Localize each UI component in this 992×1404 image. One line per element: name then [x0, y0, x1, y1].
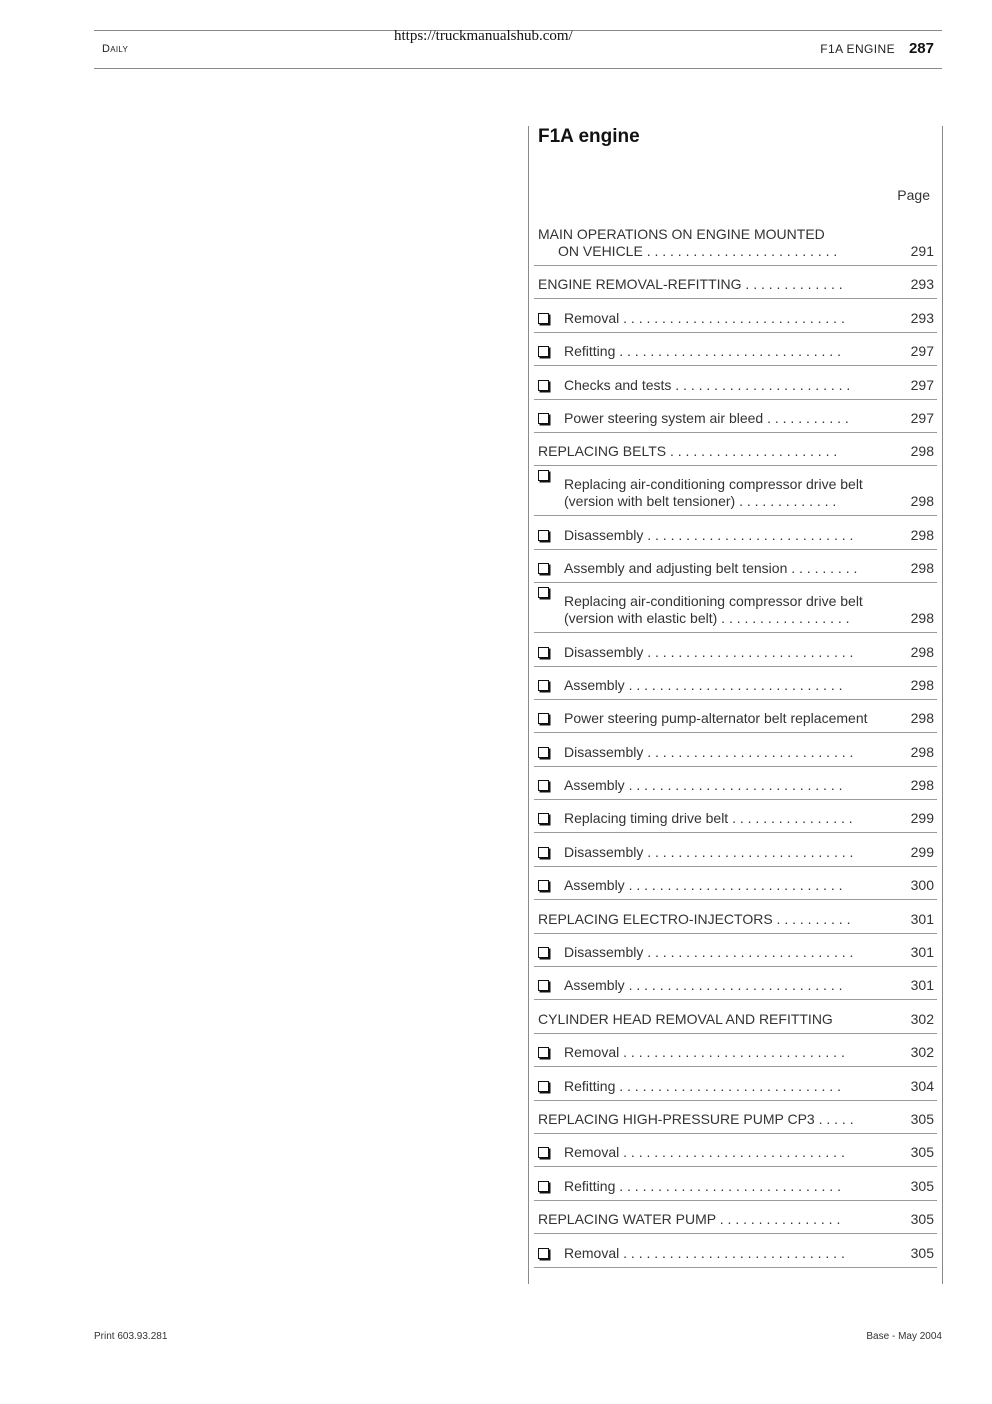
toc-entry-text: CYLINDER HEAD REMOVAL AND REFITTING: [538, 1010, 833, 1027]
toc-entry-text: Refitting . . . . . . . . . . . . . . . . . . . . . . . . . . . . .: [564, 1177, 841, 1194]
toc-entry-page: 298: [910, 610, 934, 627]
toc-subentry[interactable]: [534, 767, 937, 800]
page-column-label: Page: [897, 187, 930, 203]
toc-entry-text: Assembly . . . . . . . . . . . . . . . . . . . . . . . . . . . .: [564, 877, 843, 894]
toc-entry-page: 298: [910, 710, 934, 727]
checkbox-icon: [538, 1181, 549, 1192]
footer-edition: Base - May 2004: [866, 1331, 942, 1342]
toc-entry-text: Removal . . . . . . . . . . . . . . . . . . . . . . . . . . . . .: [564, 1044, 845, 1061]
toc-entry-page: 305: [910, 1110, 934, 1127]
toc-subentry[interactable]: [534, 1134, 937, 1167]
toc-entry-text: Assembly . . . . . . . . . . . . . . . . . . . . . . . . . . . .: [564, 977, 843, 994]
toc-entry-page: 298: [910, 443, 934, 460]
checkbox-icon: [538, 1047, 549, 1058]
checkbox-icon: [538, 880, 549, 891]
toc-subentry[interactable]: [534, 1067, 937, 1100]
toc-subentry[interactable]: [534, 366, 937, 399]
toc-subentry[interactable]: [534, 733, 937, 766]
toc-entry-page: 305: [910, 1177, 934, 1194]
toc-entry-page: 298: [910, 493, 934, 510]
toc-entry[interactable]: [534, 1101, 937, 1134]
column-left-rule: [528, 126, 529, 1284]
checkbox-icon: [538, 313, 549, 324]
toc-entry-page: 305: [910, 1144, 934, 1161]
toc-subentry[interactable]: [534, 833, 937, 866]
toc-entry-text: Refitting . . . . . . . . . . . . . . . . . . . . . . . . . . . . .: [564, 343, 841, 360]
toc-entry-page: 302: [910, 1044, 934, 1061]
toc-entry-text: Power steering pump-alternator belt replacement: [564, 710, 868, 727]
toc-subentry[interactable]: [534, 967, 937, 1000]
toc-entry-text: Refitting . . . . . . . . . . . . . . . . . . . . . . . . . . . . .: [564, 1077, 841, 1094]
toc-entry-text: REPLACING HIGH-PRESSURE PUMP CP3 . . . . .: [538, 1110, 854, 1127]
column-right-rule: [942, 126, 943, 1284]
toc-entry-page: 301: [910, 977, 934, 994]
toc-entry-text: Checks and tests . . . . . . . . . . . . . . . . . . . . . . .: [564, 376, 851, 393]
checkbox-icon: [538, 413, 549, 424]
toc-subentry[interactable]: [534, 700, 937, 733]
toc-entry-page: 298: [910, 777, 934, 794]
checkbox-icon: [538, 1147, 549, 1158]
toc-entry-text: Disassembly . . . . . . . . . . . . . . . . . . . . . . . . . . .: [564, 526, 854, 543]
toc-entry-page: 298: [910, 743, 934, 760]
toc-entry-page: 299: [910, 843, 934, 860]
toc-entry-page: 298: [910, 526, 934, 543]
toc-entry-text: Power steering system air bleed . . . . . . . . . . .: [564, 409, 849, 426]
toc-entry[interactable]: [534, 1201, 937, 1234]
checkbox-icon: [538, 563, 549, 574]
toc-entry-text: Disassembly . . . . . . . . . . . . . . . . . . . . . . . . . . .: [564, 843, 854, 860]
header-page-number: 287: [908, 40, 934, 57]
checkbox-icon: [538, 1248, 549, 1259]
checkbox-icon: [538, 780, 549, 791]
toc-subentry[interactable]: [534, 1234, 937, 1267]
toc-entry-page: 297: [910, 409, 934, 426]
toc-entry-page: 298: [910, 676, 934, 693]
header-right: [820, 40, 934, 57]
toc-entry[interactable]: [534, 900, 937, 933]
toc-subentry[interactable]: [534, 934, 937, 967]
toc-entry-text: Replacing timing drive belt . . . . . . . . . . . . . . . .: [564, 810, 853, 827]
toc-entry-line1: Replacing air-conditioning compressor drive belt: [564, 593, 863, 610]
toc-entry-page: 302: [910, 1010, 934, 1027]
toc-subentry[interactable]: [534, 333, 937, 366]
toc-entry-text: REPLACING WATER PUMP . . . . . . . . . . . . . . . .: [538, 1211, 841, 1228]
toc-entry-page: 297: [910, 343, 934, 360]
toc-entry-page: 298: [910, 643, 934, 660]
header-model: Daily: [102, 43, 129, 55]
toc-subentry[interactable]: [534, 1034, 937, 1067]
toc-entry-page: 293: [910, 309, 934, 326]
checkbox-icon: [538, 530, 549, 541]
toc-subentry[interactable]: [534, 299, 937, 332]
toc-title: F1A engine: [538, 126, 640, 147]
header-bottom-rule: [94, 68, 942, 69]
checkbox-icon: [538, 470, 549, 481]
toc-subentry[interactable]: [534, 667, 937, 700]
toc-entry-line2: (version with belt tensioner) . . . . . . . . . . . . .: [564, 493, 837, 510]
checkbox-icon: [538, 847, 549, 858]
toc-subentry[interactable]: [534, 550, 937, 583]
checkbox-icon: [538, 380, 549, 391]
toc-entry-page: 304: [910, 1077, 934, 1094]
toc-entry-line2: (version with elastic belt) . . . . . . . . . . . . . . . . .: [564, 610, 850, 627]
toc-entry-text: [564, 593, 890, 627]
toc-entry[interactable]: [534, 216, 937, 266]
checkbox-icon: [538, 1081, 549, 1092]
toc-entry-page: 305: [910, 1211, 934, 1228]
checkbox-icon: [538, 647, 549, 658]
checkbox-icon: [538, 747, 549, 758]
toc-entry-page: 297: [910, 376, 934, 393]
toc-entry-page: 300: [910, 877, 934, 894]
toc-subentry[interactable]: [534, 633, 937, 666]
toc-subentry[interactable]: [534, 867, 937, 900]
toc-entry-line2: ON VEHICLE . . . . . . . . . . . . . . . . . . . . . . . . .: [558, 243, 838, 259]
toc-entry-page: 301: [910, 910, 934, 927]
toc-entry-text: [564, 476, 890, 510]
toc-entry-page: 293: [910, 276, 934, 293]
toc-entry-text: REPLACING ELECTRO-INJECTORS . . . . . . . . . .: [538, 910, 851, 927]
toc-entry-text: Assembly . . . . . . . . . . . . . . . . . . . . . . . . . . . .: [564, 777, 843, 794]
checkbox-icon: [538, 813, 549, 824]
toc-entry-line1: MAIN OPERATIONS ON ENGINE MOUNTED: [538, 226, 825, 242]
toc-entry-text: Assembly and adjusting belt tension . . . . . . . . .: [564, 560, 858, 577]
toc-entry-text: Disassembly . . . . . . . . . . . . . . . . . . . . . . . . . . .: [564, 944, 854, 961]
toc-entry-line1: Replacing air-conditioning compressor drive belt: [564, 476, 863, 493]
toc-subentry[interactable]: [534, 1167, 937, 1200]
toc-entry-text: Assembly . . . . . . . . . . . . . . . . . . . . . . . . . . . .: [564, 676, 843, 693]
toc-entry-text: Disassembly . . . . . . . . . . . . . . . . . . . . . . . . . . .: [564, 643, 854, 660]
table-of-contents: [534, 124, 937, 1268]
toc-entry-text: Disassembly . . . . . . . . . . . . . . . . . . . . . . . . . . .: [564, 743, 854, 760]
toc-subentry[interactable]: [534, 400, 937, 433]
footer-print-code: Print 603.93.281: [94, 1331, 168, 1342]
toc-subentry[interactable]: [534, 800, 937, 833]
toc-entry-page: 305: [910, 1244, 934, 1261]
toc-entry[interactable]: [534, 433, 937, 466]
toc-subentry[interactable]: [534, 466, 937, 516]
toc-entry-text: [534, 226, 890, 260]
toc-entry-page: 291: [910, 243, 934, 259]
checkbox-icon: [538, 680, 549, 691]
checkbox-icon: [538, 980, 549, 991]
checkbox-icon: [538, 713, 549, 724]
toc-entry-page: 299: [910, 810, 934, 827]
toc-subentry[interactable]: [534, 583, 937, 633]
toc-entry-text: REPLACING BELTS . . . . . . . . . . . . . . . . . . . . . .: [538, 443, 838, 460]
toc-entry-page: 301: [910, 944, 934, 961]
toc-entry-text: ENGINE REMOVAL-REFITTING . . . . . . . . . . . . .: [538, 276, 843, 293]
toc-entry[interactable]: [534, 1000, 937, 1033]
toc-subentry[interactable]: [534, 516, 937, 549]
toc-entry-page: 298: [910, 560, 934, 577]
checkbox-icon: [538, 346, 549, 357]
toc-entry[interactable]: [534, 266, 937, 299]
source-url[interactable]: https://truckmanualshub.com/: [394, 28, 573, 44]
toc-entry-text: Removal . . . . . . . . . . . . . . . . . . . . . . . . . . . . .: [564, 1144, 845, 1161]
checkbox-icon: [538, 947, 549, 958]
checkbox-icon: [538, 587, 549, 598]
header-section: F1A ENGINE: [820, 42, 895, 56]
toc-entry-text: Removal . . . . . . . . . . . . . . . . . . . . . . . . . . . . .: [564, 309, 845, 326]
toc-entry-text: Removal . . . . . . . . . . . . . . . . . . . . . . . . . . . . .: [564, 1244, 845, 1261]
